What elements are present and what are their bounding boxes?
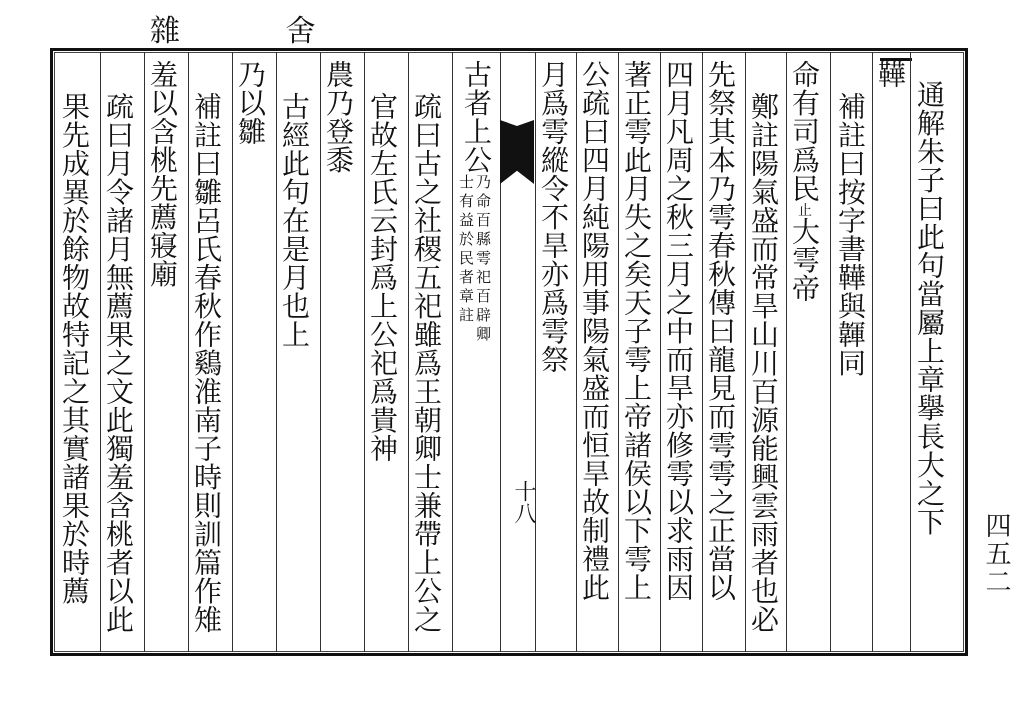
running-header: 雜 舍 xyxy=(150,14,364,49)
text-column-17: 補註曰雛呂氏春秋作鷄淮南子時則訓篇作雉 xyxy=(190,92,223,634)
text-column-14: 農乃登黍 xyxy=(322,60,355,174)
text-main: 命有司爲民 xyxy=(788,60,821,203)
annotation-pair xyxy=(456,174,490,345)
text-column-20: 果先成異於餘物故特記之其實諸果於時薦 xyxy=(58,92,91,605)
text-column-13: 官故左氏云封爲上公祀爲貴神 xyxy=(366,92,399,463)
text-column-11 xyxy=(456,60,493,652)
column-rule xyxy=(830,52,831,652)
text-column-12: 疏曰古之社稷五祀雖爲王朝卿士兼帶上公之 xyxy=(410,92,443,634)
text-column-6: 先祭其本乃雩春秋傳曰龍見而雩雩之正當以 xyxy=(704,60,737,602)
text-note: 止 xyxy=(796,202,812,217)
text-column-5: 鄭註陽氣盛而常旱山川百源能興雲雨者也必 xyxy=(747,92,780,634)
column-rule xyxy=(702,52,703,652)
text-column-7: 四月凡周之秋三月之中而旱亦修雩以求雨因 xyxy=(662,60,695,602)
text-column-18: 羞以含桃先薦寢廟 xyxy=(146,60,179,288)
column-rule xyxy=(745,52,746,652)
folio-number: 十八 xyxy=(511,480,536,524)
column-rule xyxy=(320,52,321,652)
text-column-15: 古經此句在是月也上 xyxy=(278,92,311,349)
column-rule xyxy=(910,52,911,652)
column-rule xyxy=(100,52,101,652)
text-main: 古者上公 xyxy=(460,60,493,174)
column-rule xyxy=(232,52,233,652)
column-rule xyxy=(786,52,787,652)
column-rule xyxy=(576,52,577,652)
text-column-1: 通解朱子曰此句當屬上章擧長大之下 xyxy=(913,80,946,536)
column-rule xyxy=(276,52,277,652)
column-rule xyxy=(660,52,661,652)
text-column-4 xyxy=(788,60,821,652)
text-column-9: 公疏曰四月純陽用事陽氣盛而恒旱故制禮此 xyxy=(578,60,611,602)
column-rule xyxy=(144,52,145,652)
annotation-left: 士有益於民者章註 xyxy=(457,174,475,326)
text-column-2: 鞾 xyxy=(874,60,907,89)
text-column-3: 補註曰按字書鞾與韗同 xyxy=(834,92,867,377)
column-rule xyxy=(364,52,365,652)
text-main: 大雩帝 xyxy=(788,217,821,303)
text-column-8: 著正雩此月失之矣天子雩上帝諸侯以下雩上 xyxy=(620,60,653,602)
text-column-19: 疏曰月令諸月無薦果之文此獨羞含桃者以此 xyxy=(102,92,135,634)
column-rule xyxy=(618,52,619,652)
text-column-10: 月爲雩縱令不旱亦爲雩祭 xyxy=(537,60,570,374)
column-rule xyxy=(872,52,873,652)
column-rule xyxy=(452,52,453,652)
page-number: 四五二 xyxy=(981,512,1011,596)
column-rule xyxy=(408,52,409,652)
text-column-16: 乃以雛 xyxy=(234,60,267,146)
column-rule xyxy=(188,52,189,652)
annotation-right: 乃命百縣雩祀百辟卿 xyxy=(474,174,492,345)
